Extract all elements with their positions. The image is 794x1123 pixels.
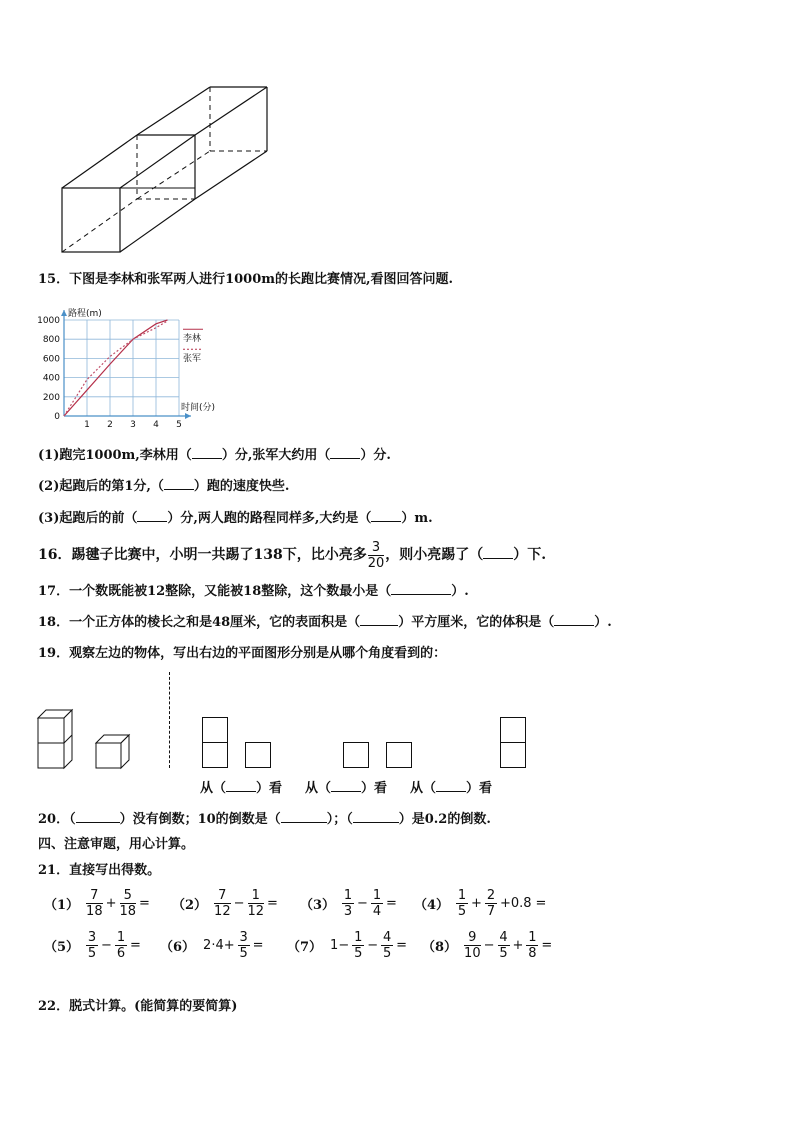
answer-blank[interactable] — [76, 810, 120, 823]
x-tick-label: 3 — [130, 420, 136, 430]
question-15: 15．下图是李林和张军两人进行1000m的长跑比赛情况,看图回答问题. — [38, 272, 454, 287]
series-line-zhangjun — [64, 321, 168, 416]
question-19: 19．观察左边的物体，写出右边的平面图形分别是从哪个角度看到的： — [38, 646, 447, 661]
x-tick-label: 1 — [84, 420, 90, 430]
series-line-lilin — [64, 320, 168, 416]
calc-item-7: （7） 1− $\frac{1}{5}$ − $\frac{4}{5}$ = — [287, 930, 408, 961]
y-tick-label: 1000 — [37, 316, 60, 326]
answer-blank[interactable] — [554, 613, 594, 626]
view-3-square-bottom — [500, 742, 526, 768]
legend-label: 李林 — [183, 334, 202, 345]
view-1-square-top — [202, 717, 228, 743]
answer-blank[interactable] — [331, 779, 361, 792]
question-22: 22．脱式计算。(能简算的要简算) — [38, 999, 238, 1014]
question-16: 16．踢毽子比赛中，小明一共踢了138下，比小亮多 $\frac{3}{20}$ ，则小亮踢了（ ）下. — [38, 539, 547, 571]
fraction: $\frac{3}{20}$ — [367, 539, 385, 571]
x-tick-label: 4 — [153, 420, 159, 430]
view-1-square-bottom — [202, 742, 228, 768]
question-17: 17．一个数既能被12整除，又能被18整除，这个数最小是（ ）. — [38, 584, 469, 599]
question-15-2: (2)起跑后的第1分,（ ）跑的速度快些. — [38, 479, 290, 494]
answer-blank[interactable] — [391, 582, 451, 595]
race-chart — [34, 300, 244, 430]
legend-label: 张军 — [183, 354, 202, 365]
section-heading: 四、注意审题，用心计算。 — [38, 837, 195, 852]
y-tick-label: 0 — [54, 412, 60, 422]
y-tick-label: 200 — [42, 392, 60, 403]
calc-item-5: （5） $\frac{3}{5}$ − $\frac{1}{6}$ = — [44, 930, 141, 961]
answer-blank[interactable] — [483, 546, 513, 559]
x-tick-label: 5 — [176, 420, 182, 430]
view-2-square-right — [386, 742, 412, 768]
answer-blank[interactable] — [192, 446, 222, 459]
y-axis-label: 路程(m) — [68, 309, 102, 319]
view-label-1: 从（ ）看 — [200, 781, 283, 796]
view-label-3: 从（ ）看 — [410, 781, 493, 796]
question-20: 20．（ ）没有倒数；10的倒数是（ ）；（ ）是0.2的倒数. — [38, 812, 491, 827]
answer-blank[interactable] — [226, 779, 256, 792]
question-21: 21．直接写出得数。 — [38, 863, 161, 878]
answer-blank[interactable] — [164, 477, 194, 490]
y-tick-label: 400 — [42, 373, 60, 384]
view-label-2: 从（ ）看 — [305, 781, 388, 796]
calc-item-2: （2） $\frac{7}{12}$ − $\frac{1}{12}$ = — [172, 888, 278, 919]
divider-dashed — [169, 672, 170, 768]
y-tick-label: 600 — [42, 354, 60, 365]
question-15-1: (1)跑完1000m,李林用（ ）分,张军大约用（ ）分. — [38, 448, 391, 463]
prism-figure — [55, 82, 275, 258]
question-18: 18．一个正方体的棱长之和是48厘米，它的表面积是（ ）平方厘米，它的体积是（ ）. — [38, 615, 612, 630]
x-axis-label: 时间(分) — [181, 403, 216, 413]
x-tick-label: 2 — [107, 420, 113, 430]
view-3-square-top — [500, 717, 526, 743]
calc-item-8: （8） $\frac{9}{10}$ − $\frac{4}{5}$ + $\frac{1}{8}$ = — [422, 930, 553, 961]
view-2-square-left — [343, 742, 369, 768]
answer-blank[interactable] — [353, 810, 399, 823]
answer-blank[interactable] — [360, 613, 398, 626]
view-1-square-right — [245, 742, 271, 768]
calc-item-1: （1） $\frac{7}{18}$ + $\frac{5}{18}$ = — [44, 888, 150, 919]
x-axis-arrow — [185, 413, 191, 419]
calc-item-6: （6） 2·4+ $\frac{3}{5}$ = — [160, 930, 264, 961]
y-tick-label: 800 — [42, 335, 60, 346]
answer-blank[interactable] — [330, 446, 360, 459]
question-15-3: (3)起跑后的前（ ）分,两人跑的路程同样多,大约是（ ）m. — [38, 511, 433, 526]
calc-item-3: （3） $\frac{1}{3}$ − $\frac{1}{4}$ = — [300, 888, 397, 919]
answer-blank[interactable] — [137, 509, 167, 522]
single-cube-object — [94, 733, 132, 771]
answer-blank[interactable] — [281, 810, 327, 823]
answer-blank[interactable] — [371, 509, 401, 522]
calc-item-4: （4） $\frac{1}{5}$ + $\frac{2}{7}$ +0.8 = — [414, 888, 547, 919]
y-axis-arrow — [61, 310, 67, 316]
answer-blank[interactable] — [436, 779, 466, 792]
